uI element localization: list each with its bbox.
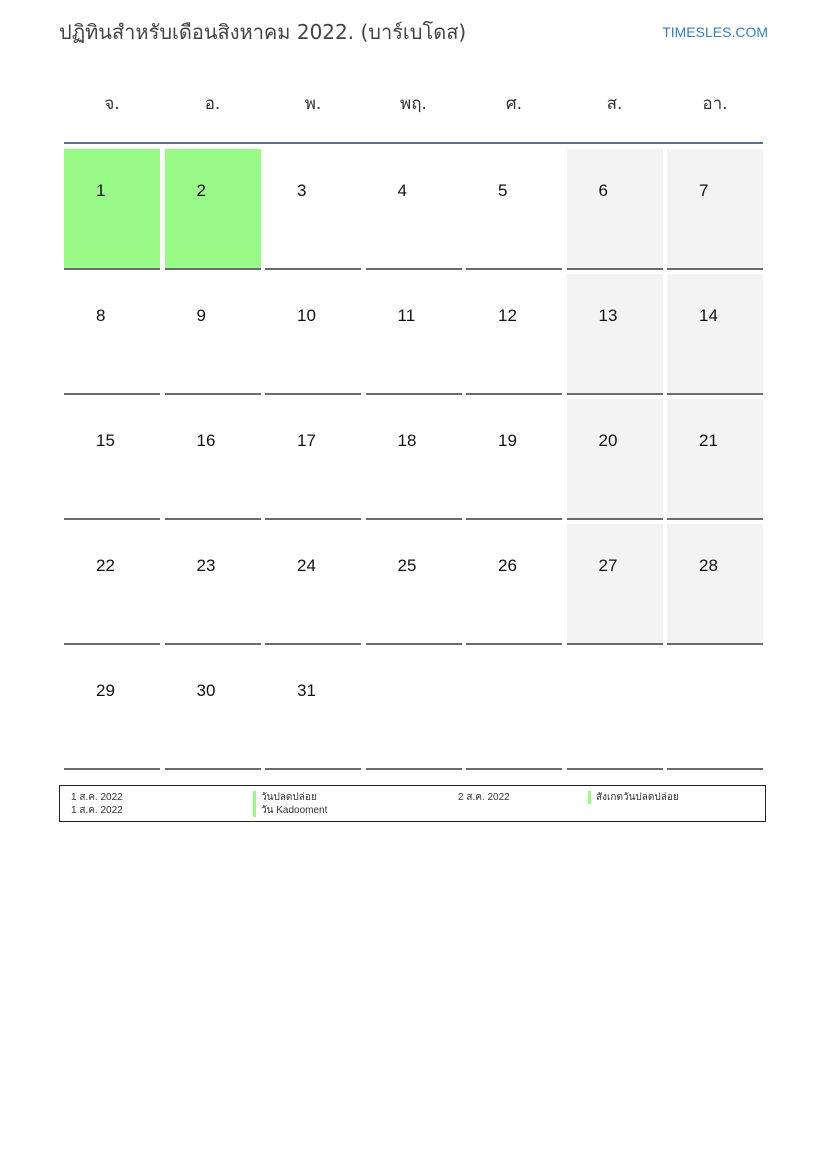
day-number: 14	[699, 306, 718, 325]
day-cell[interactable]	[567, 274, 663, 395]
calendar-weeks	[64, 149, 763, 770]
weekday-fri: ศ.	[505, 94, 523, 114]
day-number: 10	[297, 306, 316, 325]
day-cell[interactable]	[64, 274, 160, 395]
day-cell[interactable]	[466, 524, 562, 645]
day-cell[interactable]	[165, 149, 261, 270]
day-number: 11	[397, 306, 416, 325]
legend-date: 1 ส.ค. 2022	[71, 792, 123, 803]
day-number: 31	[297, 681, 316, 700]
day-number: 21	[699, 431, 718, 450]
day-cell[interactable]	[165, 524, 261, 645]
day-cell[interactable]	[366, 524, 462, 645]
day-number: 13	[598, 306, 618, 325]
weekday-mon: จ.	[104, 94, 120, 114]
legend-date: 2 ส.ค. 2022	[458, 792, 510, 803]
day-cell[interactable]	[165, 649, 261, 770]
day-number: 24	[297, 556, 316, 575]
day-cell[interactable]	[64, 399, 160, 520]
day-cell	[567, 649, 663, 770]
weekday-tue: อ.	[204, 94, 221, 114]
day-number: 7	[699, 181, 709, 200]
day-number: 17	[297, 431, 316, 450]
week-row	[64, 149, 763, 270]
day-number: 30	[196, 681, 216, 700]
day-cell[interactable]	[265, 649, 361, 770]
day-number: 29	[96, 681, 115, 700]
day-cell[interactable]	[667, 274, 763, 395]
day-number: 15	[96, 431, 115, 450]
day-cell[interactable]	[165, 399, 261, 520]
day-number: 9	[196, 306, 206, 325]
week-row	[64, 399, 763, 520]
day-cell[interactable]	[567, 149, 663, 270]
day-cell[interactable]	[64, 149, 160, 270]
day-cell[interactable]	[667, 524, 763, 645]
day-number: 12	[498, 306, 517, 325]
day-cell[interactable]	[265, 524, 361, 645]
day-number: 23	[196, 556, 216, 575]
weekday-thu: พฤ.	[400, 94, 427, 114]
week-row	[64, 649, 763, 770]
weekday-sun: อา.	[702, 94, 728, 114]
day-number: 8	[96, 306, 106, 325]
day-number: 6	[598, 181, 608, 200]
day-cell[interactable]	[265, 399, 361, 520]
day-number: 19	[498, 431, 517, 450]
day-cell[interactable]	[366, 149, 462, 270]
legend-holiday-name: วันปลดปล่อย	[253, 791, 317, 804]
day-number: 27	[598, 556, 618, 575]
legend-date: 1 ส.ค. 2022	[71, 805, 123, 816]
day-cell[interactable]	[165, 274, 261, 395]
day-number: 4	[397, 181, 407, 200]
day-number: 18	[397, 431, 417, 450]
day-cell[interactable]	[64, 649, 160, 770]
day-number: 20	[598, 431, 618, 450]
day-cell	[366, 649, 462, 770]
day-cell[interactable]	[366, 274, 462, 395]
day-cell	[466, 649, 562, 770]
page-title: ปฏิทินสำหรับเดือนสิงหาคม 2022. (บาร์เบโดส)	[59, 20, 467, 44]
day-number: 26	[498, 556, 517, 575]
day-cell[interactable]	[567, 524, 663, 645]
day-cell[interactable]	[64, 524, 160, 645]
day-number: 1	[96, 181, 106, 200]
day-cell[interactable]	[265, 149, 361, 270]
day-cell[interactable]	[366, 399, 462, 520]
day-number: 22	[96, 556, 115, 575]
day-number: 16	[196, 431, 216, 450]
legend-holiday-name: วัน Kadooment	[253, 804, 327, 817]
day-cell[interactable]	[466, 399, 562, 520]
day-cell[interactable]	[667, 399, 763, 520]
weekday-wed: พ.	[304, 94, 322, 114]
weekday-header	[64, 84, 763, 144]
week-row	[64, 524, 763, 645]
weekday-sat: ส.	[606, 94, 623, 114]
day-cell	[667, 649, 763, 770]
day-cell[interactable]	[667, 149, 763, 270]
day-number: 5	[498, 181, 508, 200]
day-cell[interactable]	[466, 149, 562, 270]
day-cell[interactable]	[265, 274, 361, 395]
day-cell[interactable]	[466, 274, 562, 395]
day-number: 2	[196, 181, 206, 200]
day-number: 3	[297, 181, 307, 200]
day-cell[interactable]	[567, 399, 663, 520]
holiday-legend	[59, 785, 766, 822]
day-number: 28	[699, 556, 718, 575]
day-number: 25	[397, 556, 417, 575]
legend-holiday-name: สังเกตวันปลดปล่อย	[588, 791, 679, 804]
site-link[interactable]: TIMESLES.COM	[662, 24, 768, 40]
week-row	[64, 274, 763, 395]
calendar	[64, 84, 763, 774]
